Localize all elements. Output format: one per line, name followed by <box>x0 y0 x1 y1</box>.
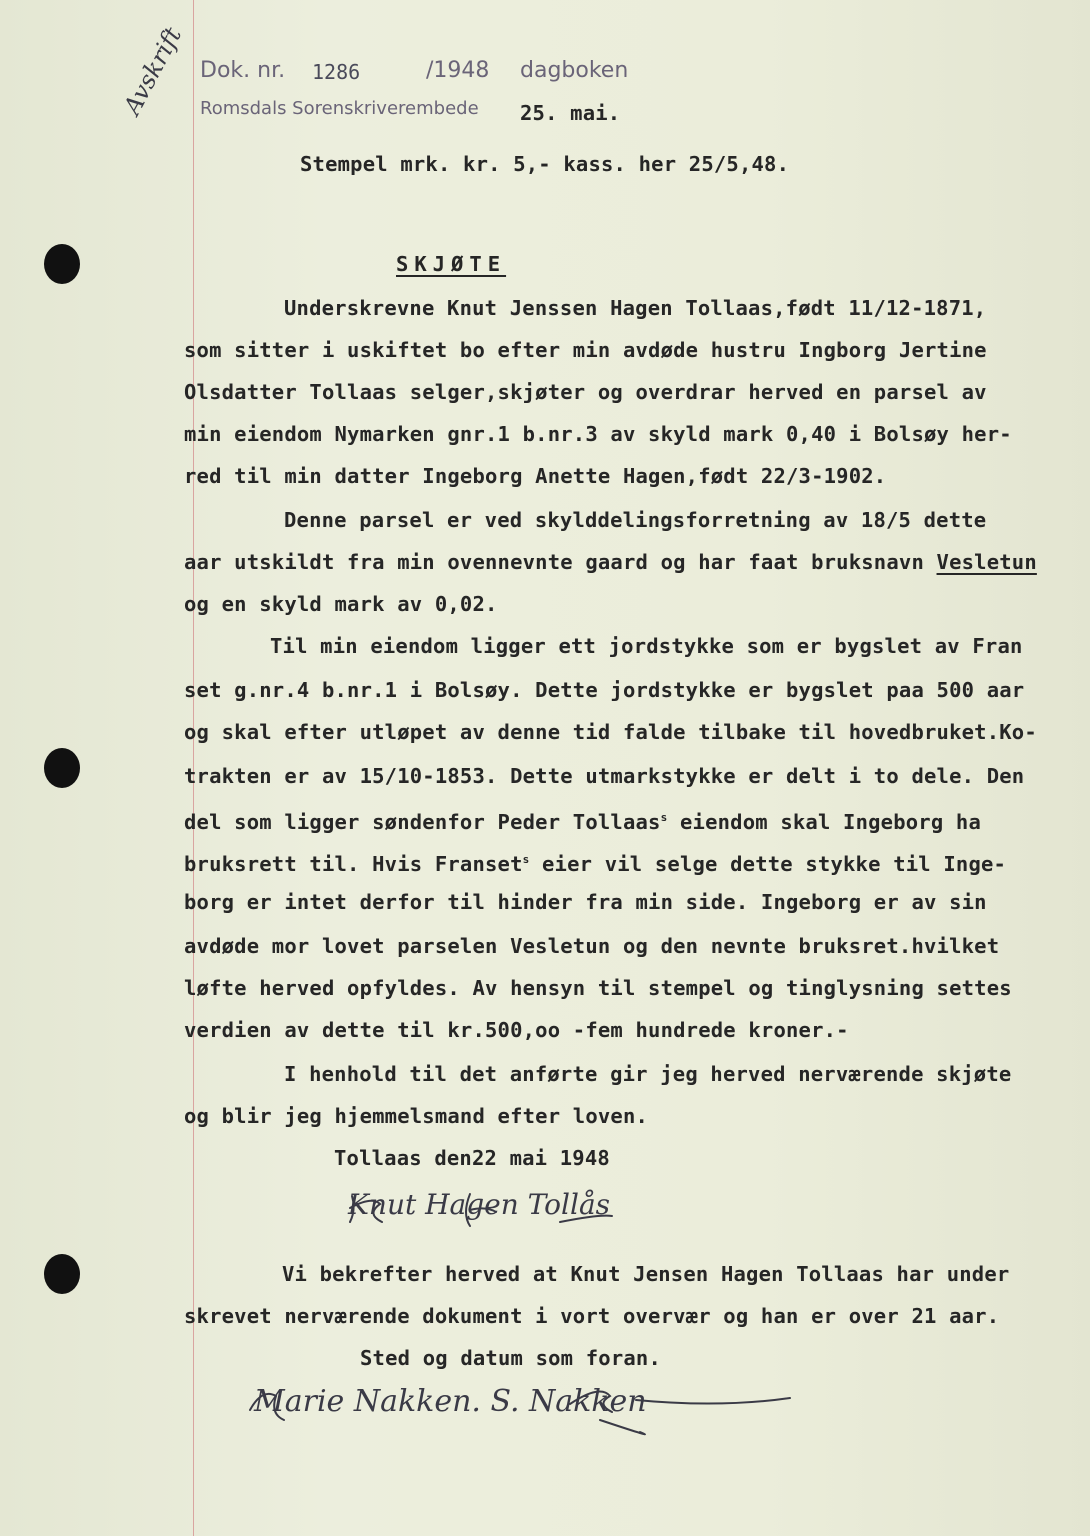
stamp-date: 25. mai. <box>520 101 621 125</box>
superscript-s-2: s <box>522 853 530 866</box>
body-line-2: som sitter i uskiftet bo efter min avdøde hustru Ingborg Jertine <box>184 338 987 362</box>
body-line-11: og skal efter utløpet av denne tid falde tilbake til hovedbruket.Ko- <box>184 720 1037 744</box>
body-line-16: avdøde mor lovet parselen Vesletun og den nevnte bruksret.hvilket <box>184 934 1000 958</box>
body-line-18: verdien av dette til kr.500,oo -fem hundrede kroner.- <box>184 1018 849 1042</box>
body-line-3: Olsdatter Tollaas selger,skjøter og overdrar herved en parsel av <box>184 380 987 404</box>
body-line-13-b: eiendom skal Ingeborg ha <box>667 809 981 834</box>
body-line-14-b: eier vil selge dette stykke til Inge- <box>529 851 1007 876</box>
signature-seller-text: Knut Hagen Tollås <box>348 1188 611 1221</box>
margin-note: Avskrift <box>118 22 188 120</box>
body-line-1: Underskrevne Knut Jenssen Hagen Tollaas,født 11/12-1871, <box>284 296 987 320</box>
stamp-dok-label: Dok. nr. <box>200 58 286 83</box>
body-line-20: og blir jeg hjemmelsmand efter loven. <box>184 1104 649 1128</box>
stempel-line: Stempel mrk. kr. 5,- kass. her 25/5,48. <box>300 152 790 176</box>
signature-witnesses-text: Marie Nakken. S. Nakken <box>254 1384 647 1419</box>
body-line-7-text: aar utskildt fra min ovennevnte gaard og har faat bruksnavn <box>184 550 937 574</box>
place-date: Tollaas den22 mai 1948 <box>334 1146 610 1170</box>
body-line-15: borg er intet derfor til hinder fra min side. Ingeborg er av sin <box>184 890 987 914</box>
body-line-9: Til min eiendom ligger ett jordstykke som er bygslet av Fran <box>270 634 1023 658</box>
body-line-12: trakten er av 15/10-1853. Dette utmarkstykke er delt i to dele. Den <box>184 764 1025 788</box>
stamp-office: Romsdals Sorenskriverembede <box>200 98 479 119</box>
signature-witnesses-stroke-3 <box>636 1398 790 1404</box>
stamp-dok-number: 1286 <box>312 60 361 84</box>
witness-line-3: Sted og datum som foran. <box>360 1346 662 1370</box>
superscript-s-1: s <box>660 811 668 824</box>
body-line-4: min eiendom Nymarken gnr.1 b.nr.3 av skyld mark 0,40 i Bolsøy her- <box>184 422 1012 446</box>
bruksnavn-vesletun: Vesletun <box>936 550 1037 574</box>
body-line-10: set g.nr.4 b.nr.1 i Bolsøy. Dette jordstykke er bygslet paa 500 aar <box>184 678 1025 702</box>
witness-line-1: Vi bekrefter herved at Knut Jensen Hagen Tollaas har under <box>282 1262 1010 1286</box>
body-line-13-a: del som ligger søndenfor Peder Tollaas <box>184 809 661 834</box>
document-title: SKJØTE <box>396 252 507 276</box>
body-line-6: Denne parsel er ved skylddelingsforretning av 18/5 dette <box>284 508 987 532</box>
stamp-year: /1948 <box>426 58 490 83</box>
body-line-5: red til min datter Ingeborg Anette Hagen,født 22/3-1902. <box>184 464 887 488</box>
body-line-17: løfte herved opfyldes. Av hensyn til stempel og tinglysning settes <box>184 976 1012 1000</box>
stamp-dagbok: dagboken <box>520 58 629 83</box>
body-line-19: I henhold til det anførte gir jeg herved nerværende skjøte <box>284 1062 1012 1086</box>
witness-line-2: skrevet nerværende dokument i vort overvær og han er over 21 aar. <box>184 1304 1000 1328</box>
body-line-14-a: bruksrett til. Hvis Franset <box>184 851 523 876</box>
body-line-8: og en skyld mark av 0,02. <box>184 592 498 616</box>
